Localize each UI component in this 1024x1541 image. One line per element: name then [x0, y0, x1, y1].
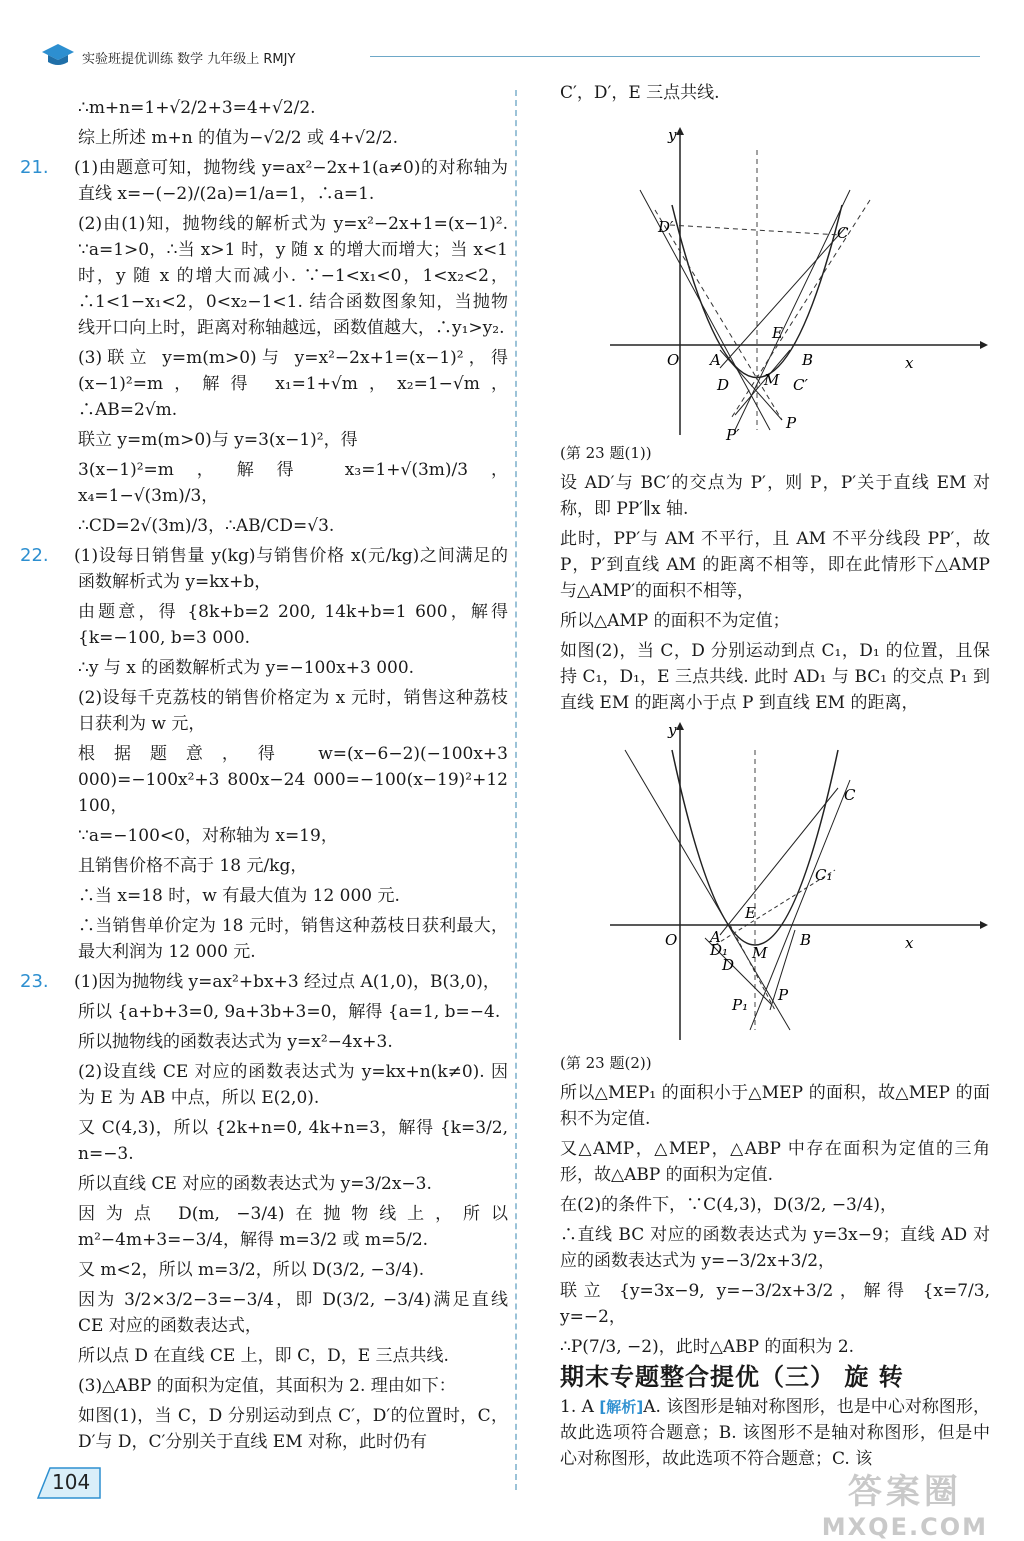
- label-D: D: [717, 376, 730, 394]
- label-y: y: [668, 721, 677, 739]
- x-axis-arrow-icon: [980, 921, 988, 929]
- paragraph: ∴当销售单价定为 18 元时，销售这种荔枝日获利最大，最大利润为 12 000 元.: [78, 916, 508, 962]
- page-number-badge: [36, 1464, 102, 1502]
- question-23: [20, 969, 508, 995]
- label-y: y: [668, 126, 677, 144]
- label-C: C: [837, 224, 849, 242]
- section-title: 期末专题整合提优（三） 旋 转: [560, 1363, 904, 1391]
- label-E: E: [772, 324, 783, 342]
- paragraph: (2)设每千克荔枝的销售价格定为 x 元时，销售这种荔枝日获利为 w 元，: [78, 688, 508, 734]
- dashed-line: [670, 225, 840, 235]
- question-number: 23.: [20, 971, 49, 992]
- book-logo-icon: [40, 40, 76, 70]
- line-segment: [735, 350, 790, 415]
- paragraph: 所以直线 CE 对应的函数表达式为 y=3/2x−3.: [78, 1174, 432, 1194]
- paragraph: 所以点 D 在直线 CE 上，即 C，D，E 三点共线.: [78, 1346, 449, 1366]
- question-22: [20, 543, 508, 595]
- label-P-prime: P′: [726, 426, 740, 440]
- paragraph: 在(2)的条件下，∵C(4,3)，D(3/2, −3/4)，: [560, 1195, 898, 1215]
- label-P: P: [778, 986, 789, 1004]
- paragraph: 此时，PP′与 AM 不平行，且 AM 不平分线段 PP′，故 P，P′到直线 AM 的距离不相等，即在此情形下△AMP 与△AMP′的面积不相等，: [560, 529, 990, 601]
- label-C: C: [844, 786, 856, 804]
- paragraph: 所以抛物线的函数表达式为 y=x²−4x+3.: [78, 1032, 393, 1052]
- page-number: 104: [52, 1470, 91, 1494]
- paragraph: ∴直线 BC 对应的函数表达式为 y=3x−9；直线 AD 对应的函数表达式为 y=−3/2x+3/2，: [560, 1225, 990, 1271]
- paragraph: 根据题意，得 w=(x−6−2)(−100x+3 000)=−100x²+3 800x−24 000=−100(x−19)²+12 100，: [78, 744, 508, 816]
- label-A: A: [710, 351, 721, 369]
- watermark-line-1: 答案圈: [847, 1472, 962, 1512]
- question-number: 22.: [20, 545, 49, 566]
- label-P: P: [786, 414, 797, 432]
- header-title: 实验班提优训练 数学 九年级上 RMJY: [82, 52, 296, 67]
- label-O: O: [665, 931, 678, 949]
- paragraph: 又△AMP，△MEP，△ABP 中存在面积为定值的三角形，故△ABP 的面积为定值.: [560, 1139, 990, 1185]
- label-B: B: [802, 351, 814, 369]
- paragraph: (1)由题意可知，抛物线 y=ax²−2x+1(a≠0)的对称轴为直线 x=−(−2)/(2a)=1/a=1，∴a=1.: [74, 158, 508, 204]
- label-C1: C₁: [815, 866, 833, 884]
- paragraph: ∴y 与 x 的函数解析式为 y=−100x+3 000.: [78, 658, 415, 678]
- text-line: ∴m+n=1+√2/2+3=4+√2/2.: [78, 98, 316, 118]
- paragraph: 所以△MEP₁ 的面积小于△MEP 的面积，故△MEP 的面积不为定值.: [560, 1083, 990, 1129]
- paragraph: ∴P(7/3, −2)，此时△ABP 的面积为 2.: [560, 1337, 855, 1357]
- paragraph: 所以 {a+b+3=0, 9a+3b+3=0，解得 {a=1, b=−4.: [78, 1002, 501, 1022]
- paragraph: 又 C(4,3)，所以 {2k+n=0, 4k+n=3，解得 {k=3/2, n=−3.: [78, 1118, 508, 1164]
- paragraph: 又 m<2，所以 m=3/2，所以 D(3/2, −3/4).: [78, 1260, 425, 1280]
- paragraph: 3(x−1)²=m，解得 x₃=1+√(3m)/3，x₄=1−√(3m)/3，: [78, 460, 508, 506]
- label-B: B: [800, 931, 812, 949]
- paragraph: 联立 {y=3x−9, y=−3/2x+3/2，解得 {x=7/3, y=−2，: [560, 1281, 990, 1327]
- label-D1: D₁: [710, 941, 729, 959]
- paragraph: 且销售价格不高于 18 元/kg，: [78, 856, 308, 876]
- question-21: [20, 155, 508, 207]
- answer-label: 1. A: [560, 1397, 594, 1417]
- paragraph: ∵a=−100<0，对称轴为 x=19，: [78, 826, 338, 846]
- paragraph: (1)因为抛物线 y=ax²+bx+3 经过点 A(1,0)，B(3,0)，: [74, 972, 500, 992]
- figure-caption: (第 23 题(2)): [560, 1054, 652, 1072]
- figure-23-2: [560, 720, 990, 1050]
- paragraph: A. 该图形是轴对称图形，也是中心对称图形，故此选项符合题意；B. 该图形不是轴对称图形，但是中心对称图形，故此选项不符合题意；C. 该: [560, 1397, 990, 1469]
- x-axis-arrow-icon: [980, 341, 988, 349]
- paragraph: (2)由(1)知，抛物线的解析式为 y=x²−2x+1=(x−1)². ∵a=1>0，∴当 x>1 时，y 随 x 的增大而增大；当 x<1 时，y 随 x 的增大而减小. ∵−1<x₁<0，1<x₂<2，∴1<1−x₁<2，0<x₂−1<1. 结合函数图象知，当抛物线开口向上时，距离对称轴越远，函数值越大，∴y₁>y₂.: [78, 214, 508, 338]
- right-column: [560, 80, 990, 1476]
- label-x: x: [905, 354, 914, 372]
- label-P1: P₁: [732, 996, 749, 1014]
- figure-caption: (第 23 题(1)): [560, 444, 652, 462]
- paragraph: (1)设每日销售量 y(kg)与销售价格 x(元/kg)之间满足的函数解析式为 y=kx+b，: [74, 546, 508, 592]
- label-D-prime: D′: [658, 218, 674, 236]
- left-column: [20, 95, 508, 1459]
- page-header: [40, 38, 980, 78]
- paragraph: (3)联立 y=m(m>0)与 y=x²−2x+1=(x−1)²，得(x−1)²=m，解得 x₁=1+√m，x₂=1−√m，∴AB=2√m.: [78, 348, 508, 420]
- analysis-tag: [解析]: [599, 1398, 644, 1416]
- paragraph: 如图(1)，当 C，D 分别运动到点 C′，D′的位置时，C，D′与 D，C′分别关于直线 EM 对称，此时仍有: [78, 1406, 508, 1452]
- paragraph: C′，D′，E 三点共线.: [560, 83, 720, 103]
- paragraph: 由题意，得 {8k+b=2 200, 14k+b=1 600，解得 {k=−100, b=3 000.: [78, 602, 508, 648]
- text-line: 综上所述 m+n 的值为−√2/2 或 4+√2/2.: [78, 128, 399, 148]
- paragraph: ∴当 x=18 时，w 有最大值为 12 000 元.: [78, 886, 400, 906]
- label-M: M: [752, 944, 768, 962]
- label-O: O: [667, 351, 680, 369]
- column-divider: [515, 90, 517, 1490]
- figure-23-1: [560, 110, 990, 440]
- line-segment: [750, 780, 850, 1030]
- header-rule: [370, 56, 980, 57]
- paragraph: 联立 y=m(m>0)与 y=3(x−1)²，得: [78, 430, 358, 450]
- paragraph: 如图(2)，当 C，D 分别运动到点 C₁，D₁ 的位置，且保持 C₁，D₁，E 三点共线. 此时 AD₁ 与 BC₁ 的交点 P₁ 到直线 EM 的距离小于点 P 到直线 EM 的距离，: [560, 641, 990, 713]
- label-M: M: [764, 371, 780, 389]
- watermark-line-2: MXQE.COM: [821, 1513, 988, 1541]
- paragraph: (2)设直线 CE 对应的函数表达式为 y=kx+n(k≠0). 因为 E 为 AB 中点，所以 E(2,0).: [78, 1062, 508, 1108]
- label-D: D: [722, 956, 735, 974]
- label-x: x: [905, 934, 914, 952]
- label-A: A: [710, 928, 721, 946]
- watermark: [822, 1464, 988, 1541]
- label-C-prime: C′: [793, 376, 808, 394]
- line-segment: [625, 750, 790, 1030]
- paragraph: 因为 3/2×3/2−3=−3/4，即 D(3/2, −3/4)满足直线 CE 对应的函数表达式，: [78, 1290, 508, 1336]
- paragraph: 设 AD′与 BC′的交点为 P′，则 P，P′关于直线 EM 对称，即 PP′∥x 轴.: [560, 473, 990, 519]
- line-segment: [720, 228, 845, 368]
- line-segment: [720, 788, 838, 935]
- question-number: 21.: [20, 157, 49, 178]
- label-E: E: [745, 904, 756, 922]
- question-1: [560, 1394, 990, 1472]
- y-axis-arrow-icon: [676, 722, 684, 730]
- y-axis-arrow-icon: [676, 127, 684, 135]
- paragraph: 因为点 D(m, −3/4)在抛物线上，所以 m²−4m+3=−3/4，解得 m=3/2 或 m=5/2.: [78, 1204, 508, 1250]
- paragraph: ∴CD=2√(3m)/3，∴AB/CD=√3.: [78, 516, 335, 536]
- paragraph: 所以△AMP 的面积不为定值；: [560, 611, 790, 631]
- paragraph: (3)△ABP 的面积为定值，其面积为 2. 理由如下：: [78, 1376, 456, 1396]
